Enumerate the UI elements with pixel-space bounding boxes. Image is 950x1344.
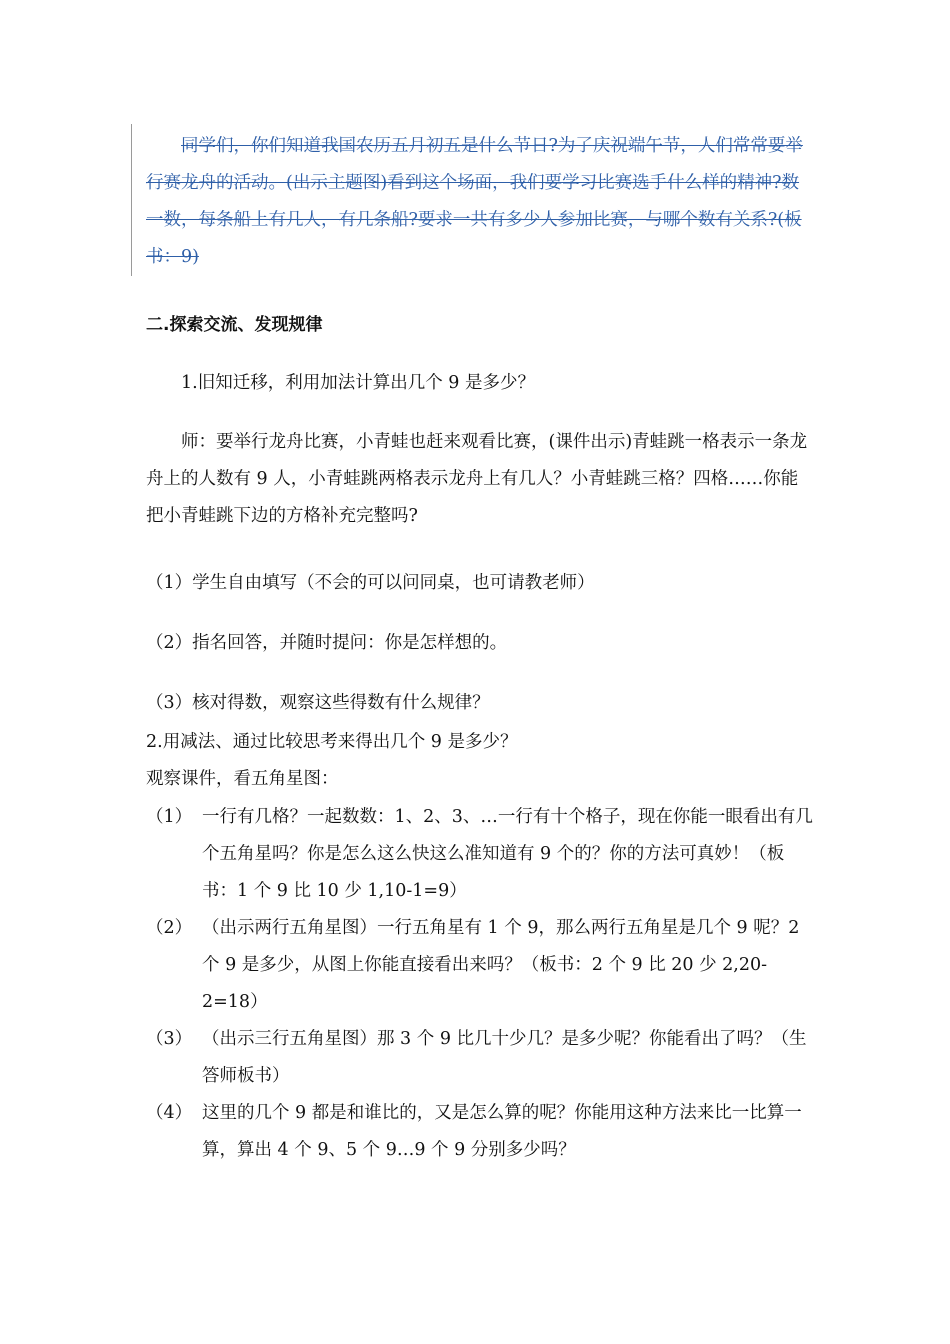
sub-item-3: （3）核对得数，观察这些得数有什么规律？ — [146, 693, 490, 713]
list-item — [146, 1095, 814, 1169]
sub-item-1: （1）学生自由填写（不会的可以问同桌，也可请教老师） — [146, 573, 595, 593]
observe-line: 观察课件，看五角星图： — [146, 769, 339, 789]
list-item-text: （出示三行五角星图）那 3 个 9 比几十少几？是多少呢？你能看出了吗？（生答师板书） — [202, 1029, 807, 1086]
teacher-paragraph: 师：要举行龙舟比赛，小青蛙也赶来观看比赛，(课件出示)青蛙跳一格表示一条龙舟上的人数有 9 人，小青蛙跳两格表示龙舟上有几人？小青蛙跳三格？四格……你能把小青蛙跳下边的方格补充完整吗? — [146, 432, 808, 526]
sub-item-2: （2）指名回答，并随时提问：你是怎样想的。 — [146, 633, 508, 653]
list-item-number: （2） — [146, 918, 193, 938]
step2-title: 2.用减法、通过比较思考来得出几个 9 是多少？ — [146, 732, 518, 752]
section-heading: 二.探索交流、发现规律 — [146, 315, 323, 335]
list-item — [146, 799, 814, 910]
list-item-text: （出示两行五角星图）一行五角星有 1 个 9，那么两行五角星是几个 9 呢？2 个 9 是多少，从图上你能直接看出来吗？（板书：2 个 9 比 20 少 2,20-2=18） — [202, 918, 800, 1012]
list-item-number: （3） — [146, 1029, 193, 1049]
list-item-text: 一行有几格？一起数数：1、2、3、…一行有十个格子，现在你能一眼看出有几个五角星吗？你是怎么这么快这么准知道有 9 个的？你的方法可真妙！（板书：1 个 9 比 10 少 1,10-1=9） — [202, 807, 813, 901]
list-item-number: （4） — [146, 1103, 193, 1123]
list-item — [146, 1021, 814, 1095]
deleted-intro-paragraph: 同学们，你们知道我国农历五月初五是什么节日?为了庆祝端午节，人们常常要举行赛龙舟的活动。(出示主题图)看到这个场面，我们要学习比赛选手什么样的精神?数一数，每条船上有几人，有几条船?要求一共有多少人参加比赛，与哪个数有关系?(板书：9) — [146, 136, 803, 267]
revision-change-bar — [131, 124, 132, 276]
list-item-number: （1） — [146, 807, 193, 827]
step1-title: 1.旧知迁移，利用加法计算出几个 9 是多少？ — [181, 373, 535, 393]
list-item-text: 这里的几个 9 都是和谁比的，又是怎么算的呢？你能用这种方法来比一比算一算，算出 4 个 9、5 个 9…9 个 9 分别多少吗？ — [202, 1103, 802, 1160]
list-item — [146, 910, 814, 1021]
